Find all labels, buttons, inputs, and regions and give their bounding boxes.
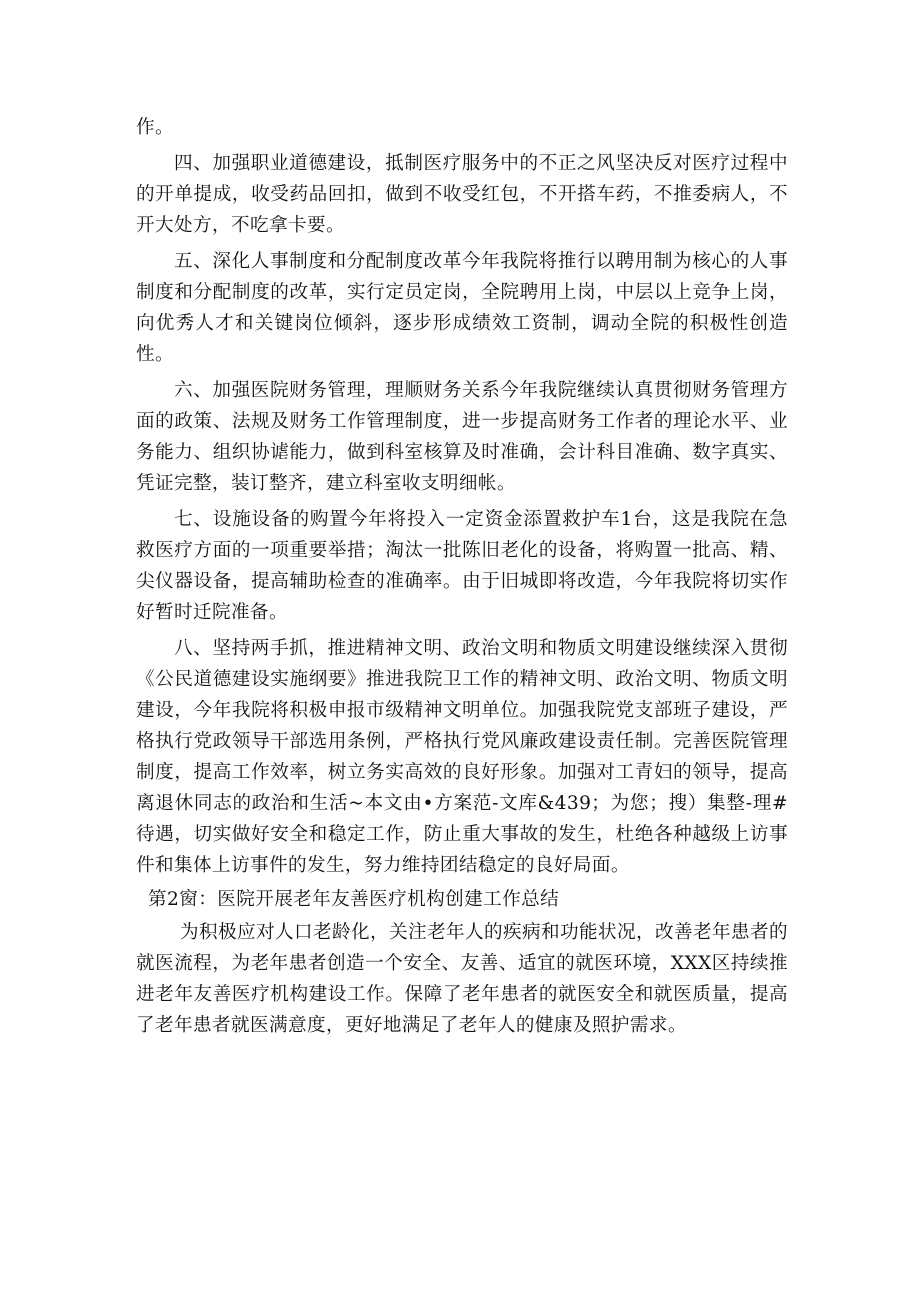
paragraph-item-7: 七、设施设备的购置今年将投入一定资金添置救护车1台，这是我院在急救医疗方面的一项重要举措；淘汰一批陈旧老化的设备，将购置一批高、精、尖仪器设备，提高辅助检查的准确率。由于旧城即将改造，今年我院将切实作好暂时迁院准备。 [136,509,788,623]
paragraph-continuation: 作。 [136,117,174,138]
paragraph-item-8: 八、坚持两手抓，推进精神文明、政治文明和物质文明建设继续深入贯彻《公民道德建设实施纲要》推进我院卫工作的精神文明、政治文明、物质文明建设，今年我院将积极申报市级精神文明单位。加强我院党支部班子建设，严格执行党政领导干部选用条例，严格执行党风廉政建设责任制。完善医院管理制度，提高工作效率，树立务实高效的良好形象。加强对工青妇的领导，提高离退休同志的政治和生活~本文由•方案范-文库&439；为您；搜）集整-理#待遇，切实做好安全和稳定工作，防止重大事故的发生，杜绝各种越级上访事件和集体上访事件的发生，努力维持团结稳定的良好局面。 [136,638,788,876]
paragraph-item-5: 五、深化人事制度和分配制度改革今年我院将推行以聘用制为核心的人事制度和分配制度的改革，实行定员定岗，全院聘用上岗，中层以上竞争上岗，向优秀人才和关键岗位倾斜，逐步形成绩效工资制，调动全院的积极性创造性。 [136,251,788,365]
paragraph-item-4: 四、加强职业道德建设，抵制医疗服务中的不正之风坚决反对医疗过程中的开单提成，收受药品回扣，做到不收受红包，不开搭车药，不推委病人，不开大处方，不吃拿卡要。 [136,153,788,236]
section-heading: 第2窗：医院开展老年友善医疗机构创建工作总结 [148,889,560,910]
document-body [136,112,788,1041]
section-paragraph: 为积极应对人口老龄化，关注老年人的疾病和功能状况，改善老年患者的就医流程，为老年患者创造一个安全、友善、适宜的就医环境，XXX区持续推进老年友善医疗机构建设工作。保障了老年患者的就医安全和就医质量，提高了老年患者就医满意度，更好地满足了老年人的健康及照护需求。 [136,922,788,1036]
paragraph-item-6: 六、加强医院财务管理，理顺财务关系今年我院继续认真贯彻财务管理方面的政策、法规及财务工作管理制度，进一步提高财务工作者的理论水平、业务能力、组织协谑能力，做到科室核算及时准确，会计科目准确、数字真实、凭证完整，装订整齐，建立科室收支明细帐。 [136,380,788,494]
